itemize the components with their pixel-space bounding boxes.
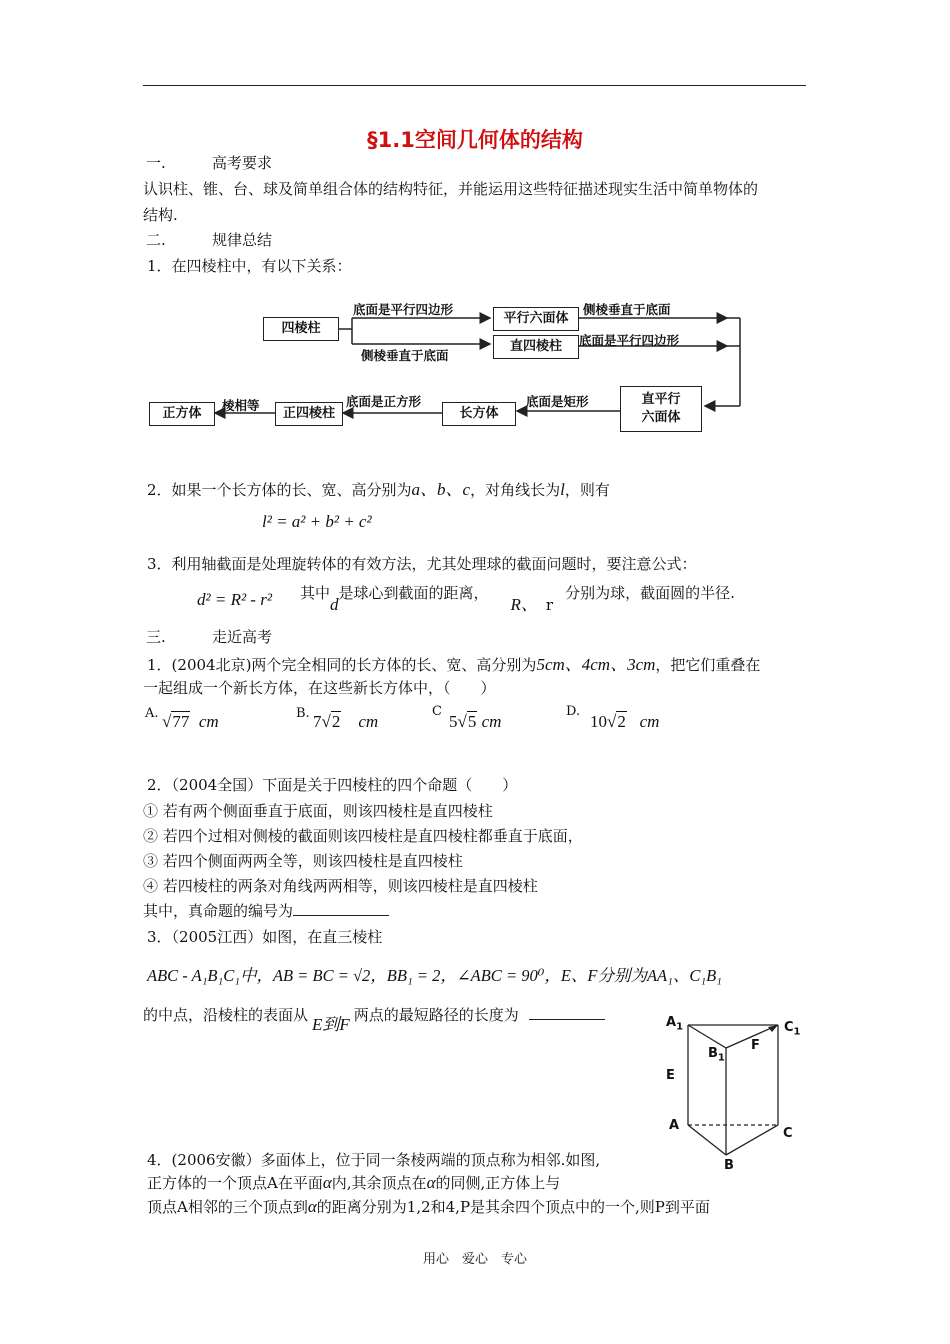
var-d: d [330,595,339,614]
rule-item-3-c: 分别为球，截面圆的半径. [565,584,735,602]
requirement-text: 认识柱、锥、台、球及简单组合体的结构特征，并能运用这些特征描述现实生活中简单物体的 [143,180,759,198]
option-b-key: B. [296,706,310,721]
section-2-number: 二. [146,231,166,249]
box-parallelepiped: 平行六面体 [493,307,579,331]
vertex-b1: $B_1$ [708,1046,725,1064]
rule-item-2-var-l: l [560,480,565,499]
vertex-b: B [724,1158,734,1173]
question-1 [147,650,760,675]
section-3-heading: 走近高考 [212,628,273,646]
alpha-symbol-3: α [307,1197,317,1216]
question-4-line3 [147,1196,710,1217]
option-c-key: C [432,704,442,719]
question-2: 2．（2004全国）下面是关于四棱柱的四个命题（ ） [147,776,518,794]
question-1-dims: 5cm、4cm、3cm [536,655,656,674]
rule-item-3-a: 其中 [300,584,331,602]
rule-item-3-explain [300,578,735,614]
question-2-prop-2: ② 若四个过相对侧棱的截面则该四棱柱是直四棱柱都垂直于底面， [143,827,583,845]
rule-item-2-vars: a、b、c [411,480,471,499]
var-r: r [545,596,554,614]
page-footer: 用心 爱心 专心 [422,1252,527,1267]
box-cube: 正方体 [149,402,215,426]
box-right-parallelepiped-line1: 直平行 [641,392,681,407]
var-R: R、 [510,595,538,614]
label-lateral-perpendicular-2: 侧棱垂直于底面 [583,302,671,317]
formula-sphere-section: d² = R² - r² [197,590,272,609]
rule-item-2 [147,475,610,500]
label-base-parallelogram-2: 底面是平行四边形 [579,333,680,348]
section-1-number: 一. [146,154,166,172]
question-2-prop-1: ① 若有两个侧面垂直于底面，则该四棱柱是直四棱柱 [143,802,493,820]
question-3: 3．（2005江西）如图，在直三棱柱 [147,928,383,946]
rule-item-2-mid: ，对角线长为 [470,481,561,499]
rule-item-1: 1．在四棱柱中，有以下关系： [147,257,352,275]
question-4-line3-a: 顶点A相邻的三个顶点到 [147,1198,308,1216]
question-3-ef: E到F [312,1015,350,1034]
page-title: §1.1空间几何体的结构 [367,128,583,152]
requirement-text-cont: 结构. [143,206,178,224]
vertex-c1: $C_1$ [784,1020,801,1038]
formula-diagonal: l² = a² + b² + c² [262,512,372,531]
option-a-value: √77 cm [162,712,219,731]
question-2-prop-3: ③ 若四个侧面两两全等，则该四棱柱是直四棱柱 [143,852,463,870]
question-3-line3-b: 两点的最短路径的长度为 [353,1006,519,1024]
box-right-parallelepiped [620,386,702,432]
rule-item-3-b: 是球心到截面的距离， [338,584,489,602]
point-e: E [666,1068,675,1083]
alpha-symbol-2: α [426,1173,436,1192]
section-3-number: 三. [146,628,166,646]
question-3-line3-a: 的中点，沿棱柱的表面从 [143,1006,309,1024]
question-1-line2: 一起组成一个新长方体，在这些新长方体中，（ ） [143,679,496,697]
question-4-line2-b: 内,其余顶点在 [331,1174,427,1192]
rule-item-2-post: ，则有 [564,481,610,499]
alpha-symbol: α [322,1173,332,1192]
label-edges-equal: 棱相等 [222,398,260,413]
option-a-key: A. [145,706,159,721]
vertex-c: C [783,1126,793,1141]
question-4-line2 [147,1172,560,1193]
rule-item-3: 3．利用轴截面是处理旋转体的有效方法，尤其处理球的截面问题时，要注意公式： [147,555,697,573]
option-c-value: 5√5 cm [449,712,502,731]
question-4: 4．(2006安徽）多面体上，位于同一条棱两端的顶点称为相邻.如图, [147,1151,601,1169]
box-regular-prism: 正四棱柱 [275,402,343,426]
answer-blank-3 [529,1005,605,1020]
label-lateral-perpendicular: 侧棱垂直于底面 [361,348,449,363]
label-base-square: 底面是正方形 [346,394,422,409]
box-right-prism: 直四棱柱 [493,335,579,359]
vertex-a1: $A_1$ [666,1015,684,1033]
question-2-answer-label: 其中，真命题的编号为 [143,902,294,920]
vertex-a: A [669,1118,680,1133]
question-4-line2-a: 正方体的一个顶点A在平面 [147,1174,323,1192]
box-quadrangular-prism: 四棱柱 [263,317,339,341]
box-cuboid: 长方体 [442,402,516,426]
question-3-line3 [143,1000,605,1034]
question-2-prop-4: ④ 若四棱柱的两条对角线两两相等，则该四棱柱是直四棱柱 [143,877,538,895]
point-f: F [751,1038,760,1053]
section-2-heading: 规律总结 [212,231,273,249]
question-1-text: 1．(2004北京)两个完全相同的长方体的长、宽、高分别为 [147,656,537,674]
answer-blank [293,901,389,916]
question-2-answer [143,900,389,921]
option-d-key: D. [566,704,581,719]
section-1-heading: 高考要求 [212,154,273,172]
question-3-formula: ABC - A₁B₁C₁中，AB = BC = √2，BB₁ = 2，∠ABC = 90⁰，E、F分别为AA₁、C₁B₁ [147,966,722,985]
question-4-line3-b: 的距离分别为1,2和4,P是其余四个顶点中的一个,则P到平面 [316,1198,710,1216]
question-1-post: ，把它们重叠在 [655,656,761,674]
label-base-rectangle: 底面是矩形 [526,394,589,409]
relation-diagram-arrows [0,0,950,450]
option-d-value: 10√2 cm [590,712,660,731]
question-4-line2-c: 的同侧,正方体上与 [435,1174,561,1192]
rule-item-2-text: 2．如果一个长方体的长、宽、高分别为 [147,481,412,499]
label-base-parallelogram: 底面是平行四边形 [353,302,454,317]
box-right-parallelepiped-line2: 六面体 [641,410,681,425]
option-b-value: 7√2 cm [313,712,379,731]
